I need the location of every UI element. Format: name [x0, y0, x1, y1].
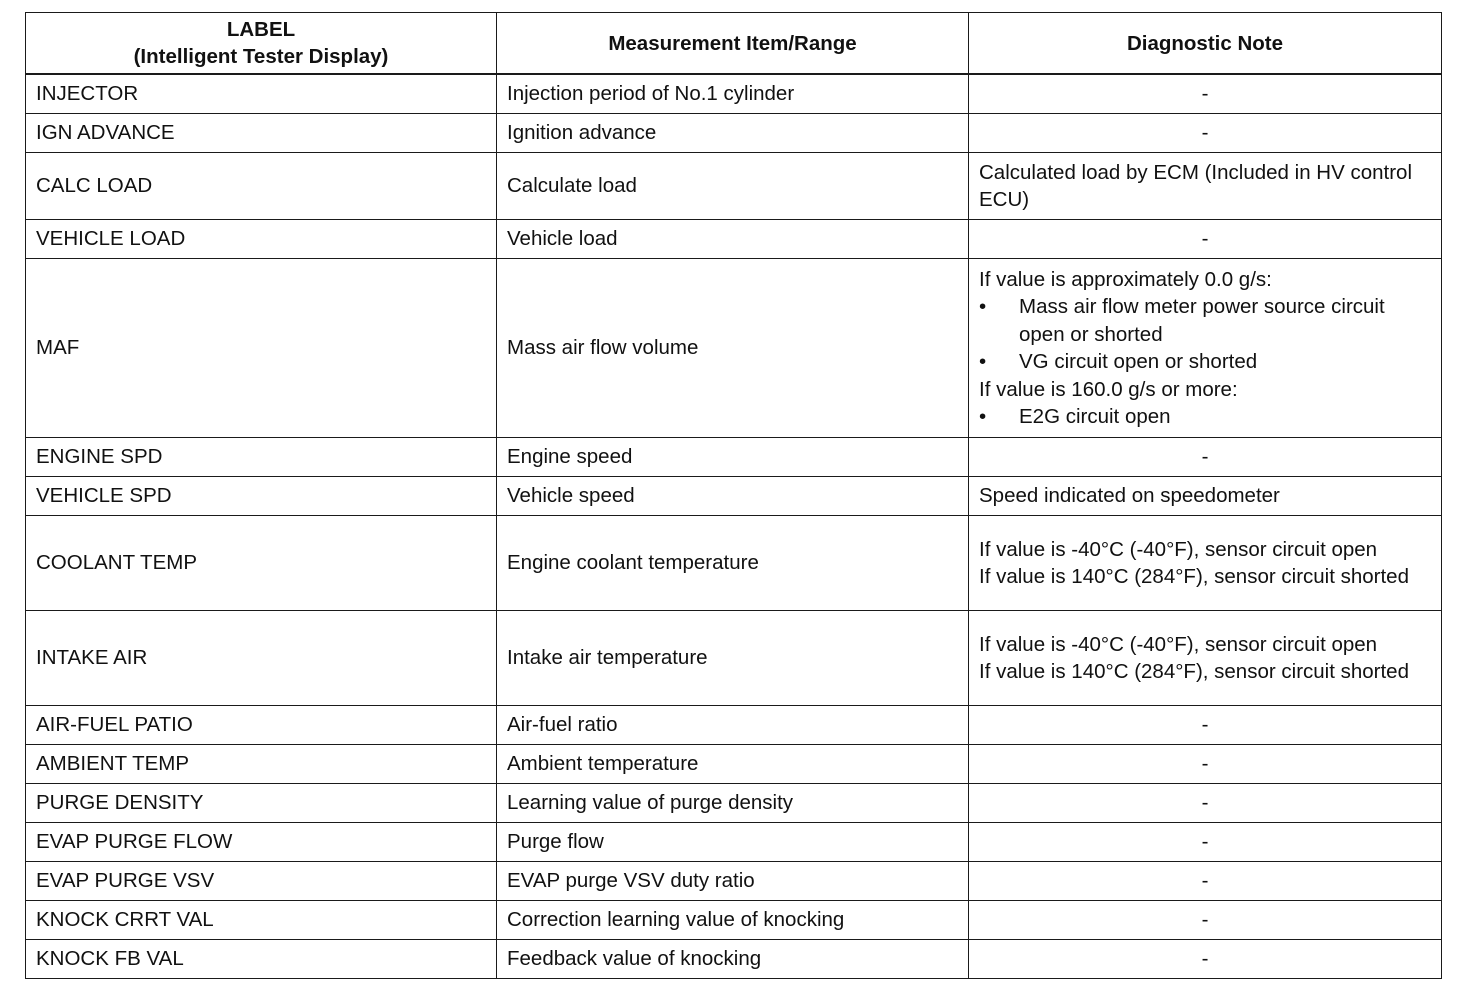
diagnostic-cell: - — [969, 745, 1442, 784]
diagnostic-cell: - — [969, 706, 1442, 745]
label-cell: IGN ADVANCE — [26, 114, 497, 153]
table-row — [26, 259, 1442, 438]
bullet-icon: • — [979, 295, 987, 318]
table-row — [26, 477, 1442, 516]
label-cell: MAF — [26, 259, 497, 438]
diagnostic-cell: - — [969, 901, 1442, 940]
table-row — [26, 153, 1442, 220]
diagnostic-cell: - — [969, 220, 1442, 259]
label-cell: AMBIENT TEMP — [26, 745, 497, 784]
label-cell: ENGINE SPD — [26, 438, 497, 477]
table-row — [26, 901, 1442, 940]
bullet-item — [979, 348, 1431, 376]
label-header-line1: LABEL — [226, 18, 296, 41]
measurement-cell: Vehicle load — [497, 220, 969, 259]
note-line: If value is approximately 0.0 g/s: — [979, 267, 1272, 291]
bullet-item — [979, 293, 1431, 348]
label-cell: INJECTOR — [26, 74, 497, 114]
table-header — [26, 13, 1442, 75]
measurement-column-header: Measurement Item/Range — [497, 13, 969, 75]
diagnostic-cell: - — [969, 74, 1442, 114]
label-cell: CALC LOAD — [26, 153, 497, 220]
measurement-cell: Purge flow — [497, 823, 969, 862]
bullet-text: Mass air flow meter power source circuit open or shorted — [1019, 295, 1385, 346]
measurement-cell: Ignition advance — [497, 114, 969, 153]
table-row — [26, 784, 1442, 823]
table-row — [26, 74, 1442, 114]
label-cell: INTAKE AIR — [26, 611, 497, 706]
label-cell: PURGE DENSITY — [26, 784, 497, 823]
diagnostic-cell: - — [969, 940, 1442, 979]
label-cell: EVAP PURGE FLOW — [26, 823, 497, 862]
diagnostic-cell — [969, 259, 1442, 438]
note-line: If value is 160.0 g/s or more: — [979, 377, 1238, 401]
table-row — [26, 438, 1442, 477]
diagnostic-cell — [969, 516, 1442, 611]
table-row — [26, 823, 1442, 862]
diagnostic-cell — [969, 611, 1442, 706]
label-cell: VEHICLE LOAD — [26, 220, 497, 259]
label-cell: COOLANT TEMP — [26, 516, 497, 611]
diagnostic-cell: - — [969, 438, 1442, 477]
table-row — [26, 611, 1442, 706]
bullet-icon: • — [979, 405, 987, 428]
bullet-text: VG circuit open or shorted — [1019, 350, 1258, 373]
header-row — [26, 13, 1442, 75]
label-cell: AIR-FUEL PATIO — [26, 706, 497, 745]
table-row — [26, 114, 1442, 153]
table-row — [26, 706, 1442, 745]
measurement-cell: Learning value of purge density — [497, 784, 969, 823]
label-cell: VEHICLE SPD — [26, 477, 497, 516]
label-column-header — [26, 13, 497, 75]
note-line: If value is 140°C (284°F), sensor circuit shorted — [979, 660, 1409, 683]
table-body — [26, 74, 1442, 979]
measurement-cell: Ambient temperature — [497, 745, 969, 784]
measurement-cell: Calculate load — [497, 153, 969, 220]
diagnostic-cell: Speed indicated on speedometer — [969, 477, 1442, 516]
table-row — [26, 940, 1442, 979]
measurement-cell: EVAP purge VSV duty ratio — [497, 862, 969, 901]
bullet-text: E2G circuit open — [1019, 405, 1171, 428]
measurement-cell: Vehicle speed — [497, 477, 969, 516]
measurement-cell: Feedback value of knocking — [497, 940, 969, 979]
diagnostic-cell: Calculated load by ECM (Included in HV control ECU) — [969, 153, 1442, 220]
note-line: If value is -40°C (-40°F), sensor circuit open — [979, 537, 1378, 561]
data-list-table — [25, 12, 1442, 979]
measurement-cell: Mass air flow volume — [497, 259, 969, 438]
label-header-line2: (Intelligent Tester Display) — [133, 45, 389, 68]
diagnostic-cell: - — [969, 784, 1442, 823]
bullet-icon: • — [979, 350, 987, 373]
label-cell: KNOCK FB VAL — [26, 940, 497, 979]
label-cell: KNOCK CRRT VAL — [26, 901, 497, 940]
note-line: If value is -40°C (-40°F), sensor circuit open — [979, 632, 1378, 656]
table-row — [26, 516, 1442, 611]
table-row — [26, 862, 1442, 901]
diagnostic-cell: - — [969, 862, 1442, 901]
measurement-cell: Engine speed — [497, 438, 969, 477]
note-line: If value is 140°C (284°F), sensor circuit shorted — [979, 565, 1409, 588]
table-row — [26, 745, 1442, 784]
diagnostic-cell: - — [969, 823, 1442, 862]
label-cell: EVAP PURGE VSV — [26, 862, 497, 901]
diagnostic-column-header: Diagnostic Note — [969, 13, 1442, 75]
measurement-cell: Correction learning value of knocking — [497, 901, 969, 940]
table-row — [26, 220, 1442, 259]
measurement-cell: Injection period of No.1 cylinder — [497, 74, 969, 114]
measurement-cell: Air-fuel ratio — [497, 706, 969, 745]
diagnostic-cell: - — [969, 114, 1442, 153]
measurement-cell: Engine coolant temperature — [497, 516, 969, 611]
bullet-item — [979, 403, 1431, 431]
measurement-cell: Intake air temperature — [497, 611, 969, 706]
